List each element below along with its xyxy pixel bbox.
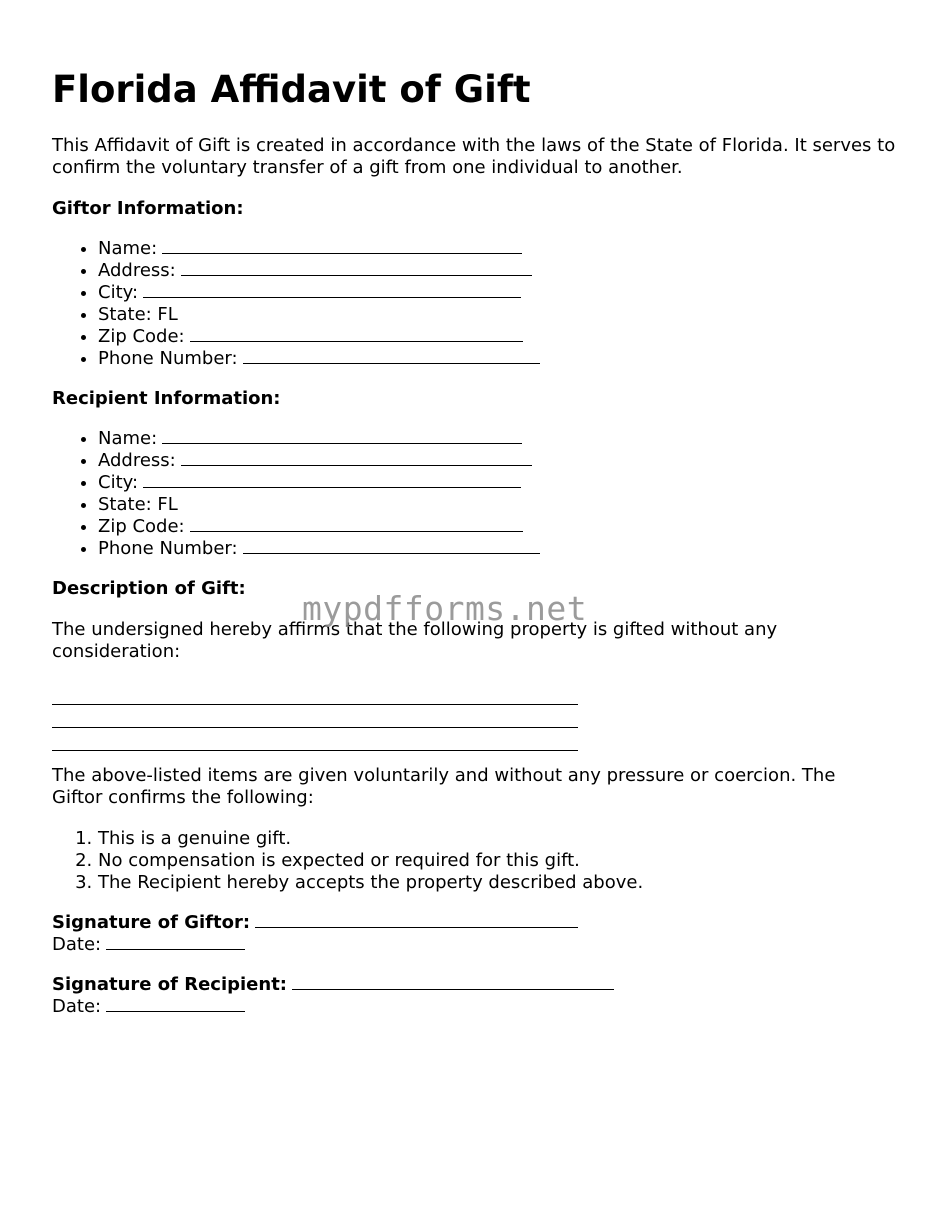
- giftor-city-line[interactable]: [143, 282, 521, 298]
- recipient-city-label: City:: [98, 472, 139, 493]
- document-title: Florida Affidavit of Gift: [52, 68, 531, 111]
- voluntary-statement-block: [52, 765, 872, 809]
- recipient-zip-label: Zip Code:: [98, 516, 185, 537]
- giftor-address-field: [98, 260, 902, 282]
- giftor-city-label: City:: [98, 282, 139, 303]
- intro-paragraph: This Affidavit of Gift is created in accordance with the laws of the State of Florida. It serves to confirm the voluntary transfer of a gift from one individual to another.: [52, 135, 896, 178]
- voluntary-statement: The above-listed items are given voluntarily and without any pressure or coercion. The Giftor confirms the following:: [52, 765, 836, 808]
- recipient-city-line[interactable]: [143, 472, 521, 488]
- gift-description-line-3[interactable]: [52, 730, 578, 751]
- confirmation-item: 3. The Recipient hereby accepts the property described above.: [98, 872, 902, 894]
- recipient-state-label: State: FL: [98, 494, 178, 515]
- giftor-address-label: Address:: [98, 260, 176, 281]
- giftor-date-line[interactable]: [106, 934, 245, 950]
- recipient-section: [52, 388, 902, 410]
- giftor-name-field: [98, 238, 902, 260]
- gift-heading: Description of Gift:: [52, 578, 246, 599]
- recipient-address-label: Address:: [98, 450, 176, 471]
- recipient-city-field: [98, 472, 902, 494]
- recipient-field-list: [52, 428, 902, 560]
- giftor-signature-label: Signature of Giftor:: [52, 912, 251, 933]
- recipient-date-row: [52, 996, 902, 1018]
- recipient-phone-label: Phone Number:: [98, 538, 238, 559]
- giftor-field-list: [52, 238, 902, 370]
- recipient-name-line[interactable]: [162, 428, 522, 444]
- giftor-signature-row: [52, 912, 902, 934]
- gift-description-line-1[interactable]: [52, 684, 578, 705]
- giftor-phone-field: [98, 348, 902, 370]
- recipient-address-line[interactable]: [181, 450, 532, 466]
- recipient-fields: [52, 428, 902, 560]
- recipient-phone-line[interactable]: [243, 538, 540, 554]
- recipient-name-label: Name:: [98, 428, 158, 449]
- giftor-signature-block: [52, 912, 902, 956]
- giftor-signature-line[interactable]: [255, 912, 578, 928]
- giftor-phone-line[interactable]: [243, 348, 540, 364]
- recipient-zip-line[interactable]: [190, 516, 523, 532]
- recipient-heading: Recipient Information:: [52, 388, 281, 409]
- giftor-address-line[interactable]: [181, 260, 532, 276]
- watermark-text: mypdfforms.net: [302, 589, 588, 628]
- recipient-signature-label: Signature of Recipient:: [52, 974, 288, 995]
- gift-description-lines: [52, 684, 902, 753]
- recipient-address-field: [98, 450, 902, 472]
- giftor-zip-field: [98, 326, 902, 348]
- gift-description-line-2[interactable]: [52, 707, 578, 728]
- recipient-name-field: [98, 428, 902, 450]
- giftor-fields: [52, 238, 902, 370]
- recipient-date-label: Date:: [52, 996, 102, 1017]
- giftor-name-label: Name:: [98, 238, 158, 259]
- giftor-zip-line[interactable]: [190, 326, 523, 342]
- giftor-state-field: [98, 304, 902, 326]
- giftor-zip-label: Zip Code:: [98, 326, 185, 347]
- intro-paragraph-block: [52, 135, 902, 179]
- giftor-section: [52, 198, 902, 220]
- gift-statement: The undersigned hereby affirms that the following property is gifted without any consideration:: [52, 619, 778, 662]
- recipient-zip-field: [98, 516, 902, 538]
- recipient-signature-row: [52, 974, 902, 996]
- recipient-phone-field: [98, 538, 902, 560]
- recipient-date-line[interactable]: [106, 996, 245, 1012]
- giftor-heading: Giftor Information:: [52, 198, 244, 219]
- giftor-state-label: State: FL: [98, 304, 178, 325]
- confirmation-item: 2. No compensation is expected or required for this gift.: [98, 850, 902, 872]
- confirmations-block: [52, 828, 902, 894]
- giftor-date-label: Date:: [52, 934, 102, 955]
- giftor-phone-label: Phone Number:: [98, 348, 238, 369]
- confirmation-list: [52, 828, 902, 894]
- giftor-city-field: [98, 282, 902, 304]
- recipient-signature-line[interactable]: [292, 974, 614, 990]
- confirmation-item: 1. This is a genuine gift.: [98, 828, 902, 850]
- giftor-name-line[interactable]: [162, 238, 522, 254]
- recipient-signature-block: [52, 974, 902, 1018]
- recipient-state-field: [98, 494, 902, 516]
- giftor-date-row: [52, 934, 902, 956]
